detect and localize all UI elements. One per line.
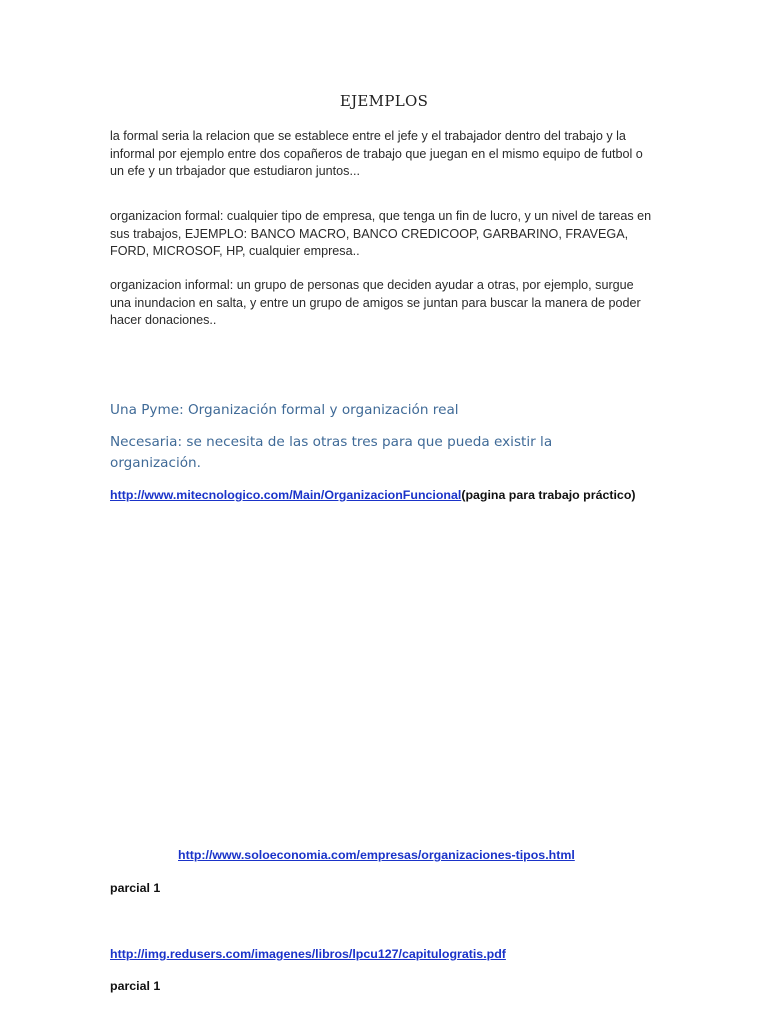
blue-line-pyme: Una Pyme: Organización formal y organización real — [110, 402, 459, 418]
paragraph-organizacion-informal: organizacion informal: un grupo de personas que deciden ayudar a otras, por ejemplo, surgue una inundacion en salta, y entre un grupo de amigos se juntan para buscar la manera de poder hacer donaciones.. — [110, 278, 641, 327]
redusers-link[interactable]: http://img.redusers.com/imagenes/libros/lpcu127/capitulogratis.pdf — [110, 947, 506, 961]
paragraph-organizacion-formal: organizacion formal: cualquier tipo de empresa, que tenga un fin de lucro, y un nivel de tareas en sus trabajos, EJEMPLO: BANCO MACRO, BANCO CREDICOOP, GARBARINO, FRAVEGA, FORD, MICROSOF, HP, cualquier empresa.. — [110, 209, 652, 258]
link-line-mitecnologico — [110, 487, 636, 504]
parcial-label-1: parcial 1 — [110, 881, 161, 895]
soloeconomia-link[interactable]: http://www.soloeconomia.com/empresas/organizaciones-tipos.html — [178, 848, 575, 862]
paragraph-formal-informal: la formal seria la relacion que se establece entre el jefe y el trabajador dentro del trabajo y la informal por ejemplo entre dos copañeros de trabajo que juegan en el mismo equipo de futbol o un efe y un trbajador que estudiaron juntos... — [110, 129, 643, 178]
link-line-soloeconomia — [178, 847, 575, 864]
page-title: EJEMPLOS — [339, 92, 429, 110]
parcial-label-2: parcial 1 — [110, 979, 161, 993]
link-line-redusers — [110, 946, 506, 963]
link-suffix-text: (pagina para trabajo práctico) — [461, 488, 636, 502]
mitecnologico-link[interactable]: http://www.mitecnologico.com/Main/OrganizacionFuncional — [110, 488, 462, 502]
blue-line-necesaria: Necesaria: se necesita de las otras tres para que pueda existir la organización. — [110, 434, 553, 471]
